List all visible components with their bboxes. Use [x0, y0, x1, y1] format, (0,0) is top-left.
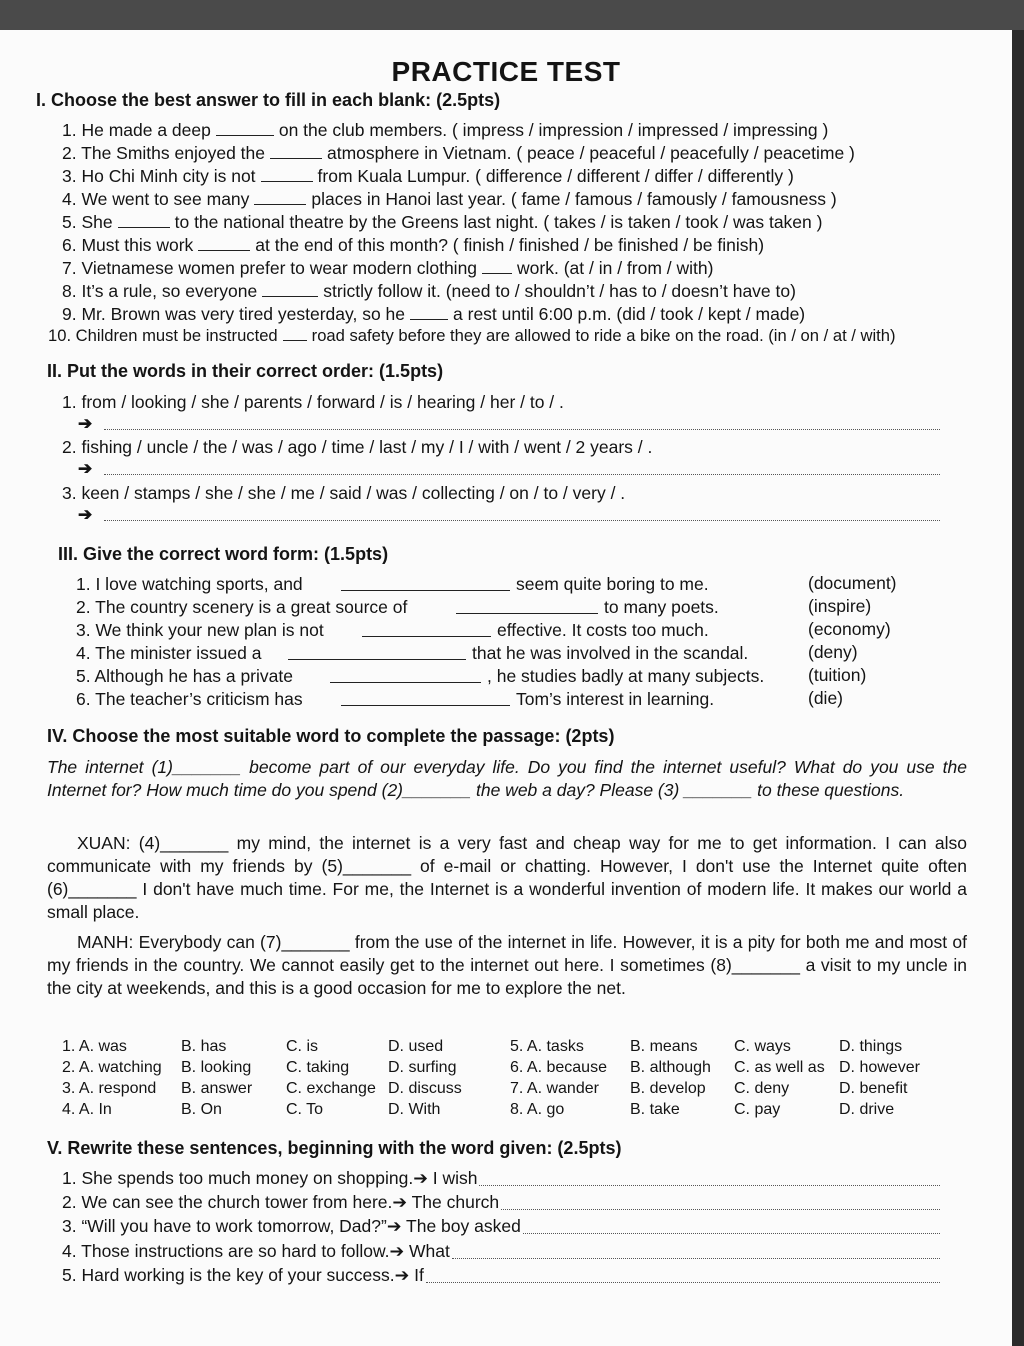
answer-blank[interactable] — [341, 691, 510, 706]
question-text: 7. Vietnamese women prefer to wear modern clothing — [62, 258, 478, 278]
mc-question — [62, 211, 822, 233]
answer-blank[interactable] — [288, 645, 466, 660]
question-text: 3. Ho Chi Minh city is not — [62, 166, 256, 186]
answer-option: C. is — [286, 1038, 318, 1055]
passage-xuan: XUAN: (4)_______ my mind, the internet is a very fast and cheap way for me to get information. I can also communicate with my friends by (5)_______ of e-mail or chatting. However, I don't use the Internet quite often (6)_______ I don't have much time. For me, the Internet is a wonderful invention of modern life. It makes our world a small place. — [47, 833, 967, 922]
mc-question — [48, 325, 896, 347]
answer-option: C. exchange — [286, 1080, 376, 1097]
answer-option: 1. A. was — [62, 1038, 127, 1055]
answer-option: D. benefit — [839, 1080, 908, 1097]
answer-option: B. looking — [181, 1059, 252, 1076]
question-text: 2. The Smiths enjoyed the — [62, 143, 265, 163]
answer-option: B. answer — [181, 1080, 253, 1097]
answer-blank[interactable] — [456, 599, 598, 614]
answer-option: C. To — [286, 1101, 324, 1118]
section-1-heading: I. Choose the best answer to fill in each blank: (2.5pts) — [36, 90, 501, 110]
answer-blank[interactable] — [198, 236, 250, 251]
word-form-question: 4. The minister issued a — [76, 643, 262, 663]
answer-option: B. On — [181, 1101, 222, 1118]
answer-blank[interactable] — [262, 282, 318, 297]
word-form-continuation: , he studies badly at many subjects. — [487, 666, 765, 686]
section-3-heading: III. Give the correct word form: (1.5pts) — [58, 544, 389, 564]
word-form-hint: (tuition) — [808, 665, 867, 685]
word-form-question: 2. The country scenery is a great source of — [76, 597, 408, 617]
word-form-hint: (inspire) — [808, 596, 872, 616]
answer-option: D. used — [388, 1038, 444, 1055]
section-2-heading: II. Put the words in their correct order: (1.5pts) — [47, 361, 444, 381]
reorder-question: 2. fishing / uncle / the / was / ago / time / last / my / I / with / went / 2 years / . — [62, 437, 653, 457]
answer-option: D. however — [839, 1059, 920, 1076]
answer-option: D. things — [839, 1038, 903, 1055]
word-form-question: 6. The teacher’s criticism has — [76, 689, 303, 709]
word-form-continuation: seem quite boring to me. — [516, 574, 709, 594]
rewrite-question: 2. We can see the church tower from here.➔ The church — [62, 1192, 500, 1212]
answer-option: B. although — [630, 1059, 711, 1076]
word-form-continuation: effective. It costs too much. — [497, 620, 709, 640]
passage-intro: The internet (1)_______ become part of our everyday life. Do you find the internet useful? What do you use the Internet for? How much time do you spend (2)_______ the web a day? Please (3) _______ to these questions. — [47, 757, 967, 800]
question-options: road safety before they are allowed to ride a bike on the road. (in / on / at / with) — [311, 326, 896, 345]
answer-option: 2. A. watching — [62, 1059, 162, 1076]
question-options: on the club members. ( impress / impression / impressed / impressing ) — [278, 120, 829, 140]
question-text: 4. We went to see many — [62, 189, 250, 209]
rewrite-question: 5. Hard working is the key of your success.➔ If — [62, 1265, 424, 1285]
answer-option: 3. A. respond — [62, 1080, 157, 1097]
answer-option: D. With — [388, 1101, 441, 1118]
mc-question — [62, 142, 855, 164]
rewrite-question: 1. She spends too much money on shopping.➔ I wish — [62, 1168, 478, 1188]
answer-line[interactable] — [452, 1258, 940, 1259]
question-text: 8. It’s a rule, so everyone — [62, 281, 258, 301]
answer-blank[interactable] — [254, 190, 306, 205]
answer-option: C. deny — [734, 1080, 790, 1097]
passage-manh: MANH: Everybody can (7)_______ from the use of the internet in life. However, it is a pity for both me and most of my friends in the country. We cannot easily get to the internet out here. I sometimes (8)_______ a visit to my uncle in the city at weekends, and this is a good occasion for me to explore the net. — [47, 932, 967, 998]
answer-option: 7. A. wander — [510, 1080, 599, 1097]
section-5-heading: V. Rewrite these sentences, beginning with the word given: (2.5pts) — [47, 1138, 622, 1158]
answer-option: D. surfing — [388, 1059, 457, 1076]
answer-option: 6. A. because — [510, 1059, 607, 1076]
word-form-question: 3. We think your new plan is not — [76, 620, 324, 640]
answer-option: 8. A. go — [510, 1101, 565, 1118]
answer-line[interactable] — [104, 429, 940, 430]
arrow-icon: ➔ — [78, 459, 93, 478]
question-text: 9. Mr. Brown was very tired yesterday, so he — [62, 304, 406, 324]
answer-blank[interactable] — [270, 144, 322, 159]
question-options: atmosphere in Vietnam. ( peace / peaceful / peacefully / peacetime ) — [327, 143, 855, 163]
question-options: strictly follow it. (need to / shouldn’t / has to / doesn’t have to) — [323, 281, 796, 301]
answer-option: B. take — [630, 1101, 680, 1118]
word-form-hint: (document) — [808, 573, 897, 593]
section-4-heading: IV. Choose the most suitable word to complete the passage: (2pts) — [47, 726, 615, 746]
mc-question — [62, 165, 794, 187]
answer-line[interactable] — [523, 1233, 940, 1234]
word-form-hint: (die) — [808, 688, 844, 708]
word-form-hint: (economy) — [808, 619, 891, 639]
answer-blank[interactable] — [330, 668, 481, 683]
worksheet-page — [0, 30, 1012, 1346]
rewrite-question: 3. “Will you have to work tomorrow, Dad?”➔ The boy asked — [62, 1216, 521, 1236]
answer-option: B. develop — [630, 1080, 706, 1097]
answer-blank[interactable] — [362, 622, 491, 637]
mc-question — [62, 303, 805, 325]
question-options: work. (at / in / from / with) — [517, 258, 714, 278]
rewrite-question: 4. Those instructions are so hard to follow.➔ What — [62, 1241, 450, 1261]
answer-option: C. pay — [734, 1101, 781, 1118]
question-text: 6. Must this work — [62, 235, 194, 255]
answer-blank[interactable] — [216, 121, 274, 136]
answer-blank[interactable] — [261, 167, 313, 182]
word-form-continuation: to many poets. — [604, 597, 719, 617]
question-text: 1. He made a deep — [62, 120, 211, 140]
question-text: 10. Children must be instructed — [48, 326, 278, 345]
answer-option: B. means — [630, 1038, 698, 1055]
answer-blank[interactable] — [118, 213, 170, 228]
answer-blank[interactable] — [410, 305, 448, 320]
answer-blank[interactable] — [341, 576, 510, 591]
top-dark-bar — [0, 0, 1024, 30]
answer-option: D. discuss — [388, 1080, 462, 1097]
answer-option: 5. A. tasks — [510, 1038, 584, 1055]
answer-line[interactable] — [501, 1209, 940, 1210]
reorder-question: 1. from / looking / she / parents / forward / is / hearing / her / to / . — [62, 392, 564, 412]
answer-blank[interactable] — [482, 259, 512, 274]
answer-option: C. as well as — [734, 1059, 825, 1076]
question-options: from Kuala Lumpur. ( difference / different / differ / differently ) — [317, 166, 794, 186]
answer-blank[interactable] — [283, 326, 307, 341]
arrow-icon: ➔ — [78, 414, 93, 433]
question-options: a rest until 6:00 p.m. (did / took / kept / made) — [453, 304, 806, 324]
mc-question — [62, 280, 796, 302]
reorder-question: 3. keen / stamps / she / she / me / said / was / collecting / on / to / very / . — [62, 483, 626, 503]
mc-question — [62, 234, 764, 256]
mc-question — [62, 257, 713, 279]
word-form-hint: (deny) — [808, 642, 858, 662]
word-form-question: 1. I love watching sports, and — [76, 574, 303, 594]
answer-option: C. ways — [734, 1038, 791, 1055]
page-title: PRACTICE TEST — [391, 56, 621, 87]
word-form-question: 5. Although he has a private — [76, 666, 293, 686]
arrow-icon: ➔ — [78, 505, 93, 524]
answer-option: C. taking — [286, 1059, 350, 1076]
answer-option: B. has — [181, 1038, 227, 1055]
answer-line[interactable] — [104, 520, 940, 521]
question-text: 5. She — [62, 212, 113, 232]
answer-option: D. drive — [839, 1101, 895, 1118]
answer-option: 4. A. In — [62, 1101, 112, 1118]
answer-line[interactable] — [426, 1282, 940, 1283]
answer-line[interactable] — [479, 1185, 940, 1186]
question-options: places in Hanoi last year. ( fame / famous / famously / famousness ) — [311, 189, 837, 209]
question-options: at the end of this month? ( finish / finished / be finished / be finish) — [255, 235, 765, 255]
question-options: to the national theatre by the Greens last night. ( takes / is taken / took / was taken ) — [174, 212, 823, 232]
word-form-continuation: that he was involved in the scandal. — [472, 643, 749, 663]
mc-question — [62, 188, 837, 210]
answer-line[interactable] — [104, 474, 940, 475]
mc-question — [62, 119, 828, 141]
word-form-continuation: Tom’s interest in learning. — [516, 689, 715, 709]
